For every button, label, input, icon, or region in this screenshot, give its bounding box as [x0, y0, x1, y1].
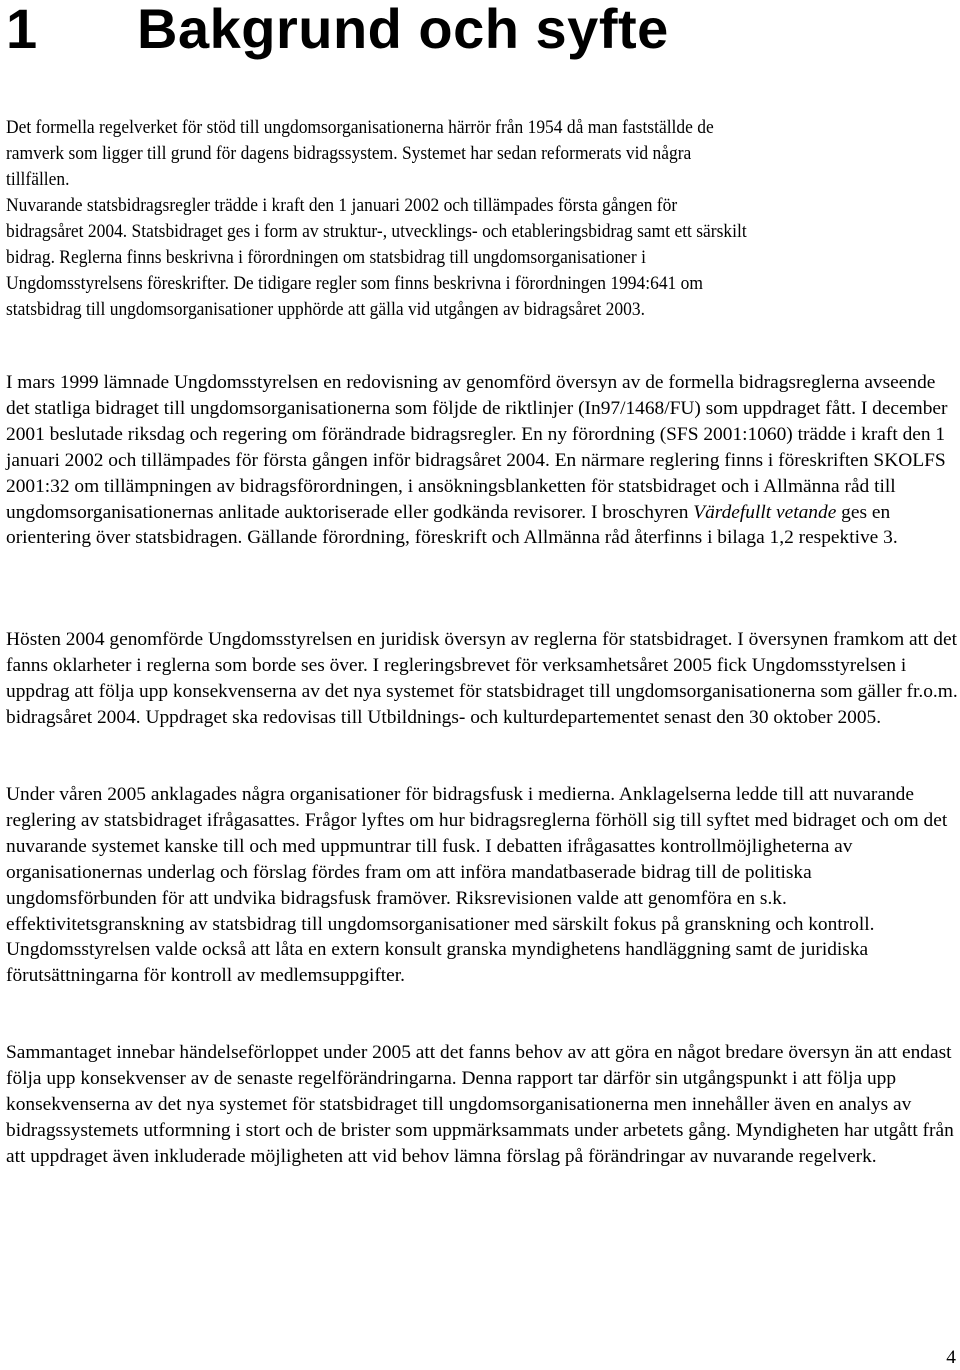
paragraph-1-line-3: tillfällen. [6, 168, 70, 190]
paragraph-6: Sammantaget innebar händelseförloppet under 2005 att det fanns behov av att göra en något bredare översyn än att endast följa upp konsekvenser av de senaste regelförändringarna. Denna rapport tar därför sin utgångspunkt i att följa upp konsekvenserna av det nya systemet för statsbidraget till ungdomsorganisationerna men innehåller även en analys av bidragssystemets utformning i stort och de brister som uppmärksammats under arbetets gång. Myndigheten har utgått från att uppdraget även inkluderade möjligheten att vid behov lämna förslag på förändringar av nuvarande regelverk. [6, 1042, 954, 1167]
paragraph-3 [6, 370, 958, 551]
paragraph-5: Under våren 2005 anklagades några organisationer för bidragsfusk i medierna. Anklagelserna ledde till att nuvarande reglering av statsbidraget ifrågasattes. Frågor lyftes om hur bidragsreglerna förhöll sig till syftet med bidraget och om det nuvarande systemet kanske till och med uppmuntrar till fusk. I debatten ifrågasattes kontrollmöjligheterna av organisationernas underlag och förslag fördes fram om att införa mandatbaserade bidrag till de politiska ungdomsförbunden för att undvika bidragsfusk framöver. Riksrevisionen valde att genomföra en s.k. effektivitetsgranskning av statsbidrag till ungdomsorganisationer med särskilt fokus på granskning och kontroll. Ungdomsstyrelsen valde också att låta en extern konsult granska myndighetens handläggning samt de juridiska förutsättningarna för kontroll av medlemsuppgifter. [6, 784, 948, 987]
paragraph-2-line-2: bidragsåret 2004. Statsbidraget ges i form av struktur-, utvecklings- och etableringsbidrag samt ett särskilt [6, 220, 747, 242]
paragraph-1-line-1: Det formella regelverket för stöd till ungdomsorganisationerna härrör från 1954 då man fastställde de [6, 117, 714, 138]
page-number: 4 [946, 1347, 956, 1368]
paragraph-2 [6, 193, 958, 323]
section-number: 1 [6, 0, 38, 60]
paragraph-3-text-before-italic: I mars 1999 lämnade Ungdomsstyrelsen en redovisning av genomförd översyn av de formella bidragsreglerna avseende det statliga bidraget till ungdomsorganisationerna som följde de riktlinjer (In97/1468/FU) som uppdraget fått. I december 2001 beslutade riksdag och regering om förändrade bidragsregler. En ny förordning (SFS 2001:1060) trädde i kraft den 1 januari 2002 och tillämpades för första gången inför bidragsåret 2004. En närmare reglering finns i föreskriften SKOLFS 2001:32 om tillämpningen av bidragsförordningen, i ansökningsblanketten för statsbidraget och i Allmänna råd till ungdomsorganisationernas anlitade auktoriserade eller godkända revisorer. I broschyren [6, 372, 948, 523]
paragraph-2-line-5: statsbidrag till ungdomsorganisationer upphörde att gälla vid utgången av bidragsåret 2003. [6, 298, 645, 320]
paragraph-2-line-1: Nuvarande statsbidragsregler trädde i kraft den 1 januari 2002 och tillämpades första gången för [6, 195, 678, 216]
section-title: Bakgrund och syfte [137, 0, 669, 60]
section-heading [6, 0, 669, 62]
paragraph-2-line-3: bidrag. Reglerna finns beskrivna i förordningen om statsbidrag till ungdomsorganisationer i [6, 246, 646, 268]
brochure-title: Värdefullt vetande [693, 501, 837, 523]
paragraph-1-line-2: ramverk som ligger till grund för dagens bidragssystem. Systemet har sedan reformerats vid några [6, 142, 692, 164]
paragraph-1 [6, 115, 958, 193]
paragraph-4: Hösten 2004 genomförde Ungdomsstyrelsen en juridisk översyn av reglerna för statsbidraget. I översynen framkom att det fanns oklarheter i reglerna som borde ses över. I regleringsbrevet för verksamhetsåret 2005 fick Ungdomsstyrelsen i uppdrag att följa upp konsekvenserna av det nya systemet för statsbidraget till ungdomsorganisationerna som gäller fr.o.m. bidragsåret 2004. Uppdraget ska redovisas till Utbildnings- och kulturdepartementet senast den 30 oktober 2005. [6, 629, 958, 728]
paragraph-2-line-4: Ungdomsstyrelsens föreskrifter. De tidigare regler som finns beskrivna i förordningen 1994:641 om [6, 272, 703, 294]
paragraph-3-text-after-italic: ges en orientering över statsbidragen. Gällande förordning, föreskrift och Allmänna råd återfinns i bilaga 1,2 respektive 3. [6, 501, 898, 549]
